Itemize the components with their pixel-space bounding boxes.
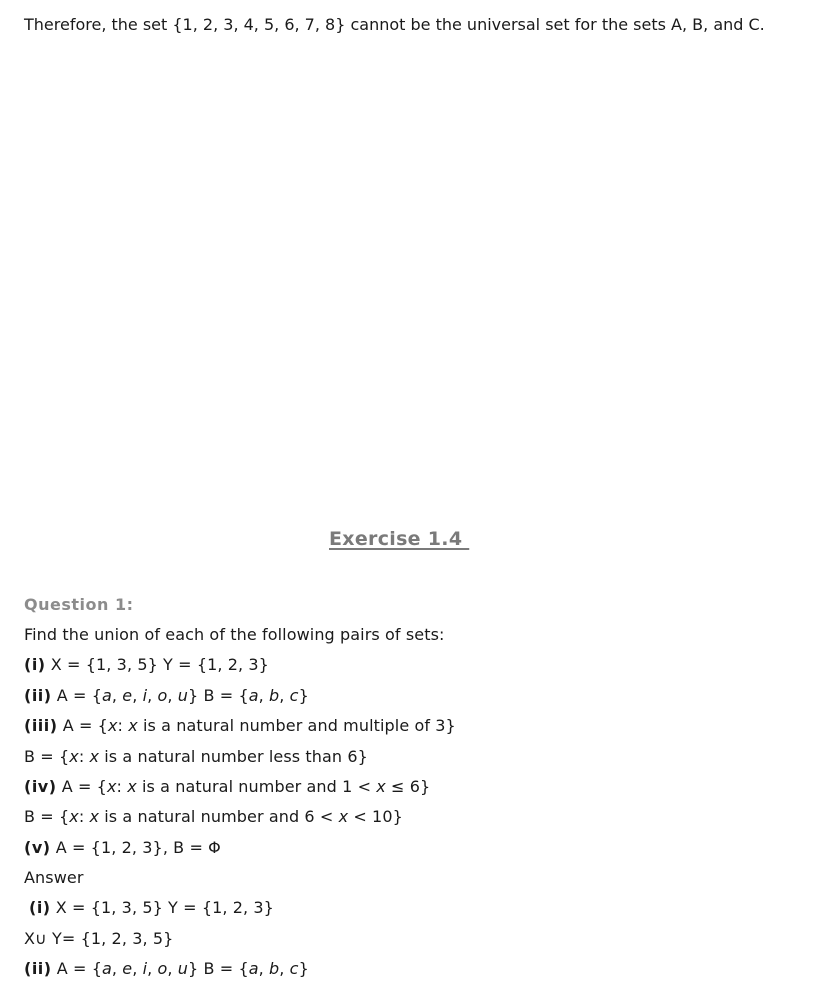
math-var: x (376, 777, 386, 796)
separator: , (132, 959, 143, 978)
math-var: x (127, 777, 137, 796)
part-text: } B = { (188, 686, 249, 705)
separator: , (147, 686, 158, 705)
question-part-iii (24, 716, 456, 736)
part-text: } (298, 959, 309, 978)
separator: : (78, 807, 90, 826)
separator: , (111, 959, 123, 978)
part-text: A = { (51, 686, 102, 705)
separator: : (78, 747, 90, 766)
answer-union-result: X∪ Y= {1, 2, 3, 5} (24, 929, 174, 948)
math-var: x (69, 807, 79, 826)
part-text: X = {1, 3, 5} Y = {1, 2, 3} (50, 898, 274, 917)
math-var: x (107, 716, 118, 735)
part-label: (ii) (24, 959, 52, 978)
exercise-title: Exercise 1.4 (329, 528, 470, 550)
question-part-ii (24, 686, 309, 706)
answer-heading: Answer (24, 868, 84, 887)
part-label: (i) (29, 898, 51, 917)
question-part-iv (24, 777, 430, 797)
separator: , (279, 686, 290, 705)
part-text: B = { (24, 747, 70, 766)
question-part-i (24, 655, 269, 675)
intro-paragraph: Therefore, the set {1, 2, 3, 4, 5, 6, 7, 8} cannot be the universal set for the sets A, B, and C. (24, 15, 765, 34)
separator: , (111, 686, 123, 705)
math-var: b (269, 959, 280, 978)
question-part-iii-b (24, 747, 368, 767)
part-text: } B = { (188, 959, 249, 978)
math-var: x (89, 807, 100, 826)
math-var: u (177, 686, 189, 705)
math-var: u (177, 959, 189, 978)
part-text: A = { (51, 959, 102, 978)
math-var: e (122, 686, 133, 705)
separator: , (132, 686, 143, 705)
math-var: x (69, 747, 79, 766)
part-text: B = { (24, 807, 70, 826)
separator: : (116, 777, 128, 796)
math-var: c (289, 959, 299, 978)
separator: , (258, 686, 270, 705)
math-var: x (106, 777, 117, 796)
part-text: is a natural number and 6 < (99, 807, 339, 826)
part-label: (ii) (24, 686, 52, 705)
math-var: x (338, 807, 349, 826)
question-part-v (24, 838, 221, 858)
separator: : (117, 716, 129, 735)
math-var: a (101, 686, 112, 705)
part-text: ≤ 6} (385, 777, 431, 796)
part-text: is a natural number and 1 < (136, 777, 377, 796)
answer-part-ii (24, 959, 309, 979)
question-prompt: Find the union of each of the following pairs of sets: (24, 625, 445, 644)
math-var: o (157, 959, 168, 978)
part-label: (i) (24, 655, 46, 674)
answer-part-i (29, 898, 274, 918)
part-text: A = { (56, 777, 107, 796)
math-var: a (101, 959, 112, 978)
part-text: X = {1, 3, 5} Y = {1, 2, 3} (45, 655, 269, 674)
math-var: i (142, 959, 148, 978)
part-label: (v) (24, 838, 51, 857)
part-text: < 10} (348, 807, 403, 826)
part-text: A = {1, 2, 3}, B = Φ (50, 838, 221, 857)
separator: , (167, 959, 178, 978)
part-text: A = { (57, 716, 108, 735)
separator: , (258, 959, 270, 978)
part-text: } (298, 686, 309, 705)
separator: , (167, 686, 178, 705)
part-label: (iii) (24, 716, 58, 735)
math-var: c (289, 686, 299, 705)
math-var: b (269, 686, 280, 705)
math-var: x (89, 747, 100, 766)
separator: , (279, 959, 290, 978)
question-heading: Question 1: (24, 595, 134, 614)
math-var: i (142, 686, 148, 705)
question-part-iv-b (24, 807, 403, 827)
math-var: x (128, 716, 138, 735)
part-label: (iv) (24, 777, 57, 796)
part-text: is a natural number less than 6} (99, 747, 368, 766)
math-var: e (122, 959, 133, 978)
part-text: is a natural number and multiple of 3} (137, 716, 456, 735)
separator: , (147, 959, 158, 978)
math-var: a (248, 959, 259, 978)
math-var: o (157, 686, 168, 705)
math-var: a (248, 686, 259, 705)
